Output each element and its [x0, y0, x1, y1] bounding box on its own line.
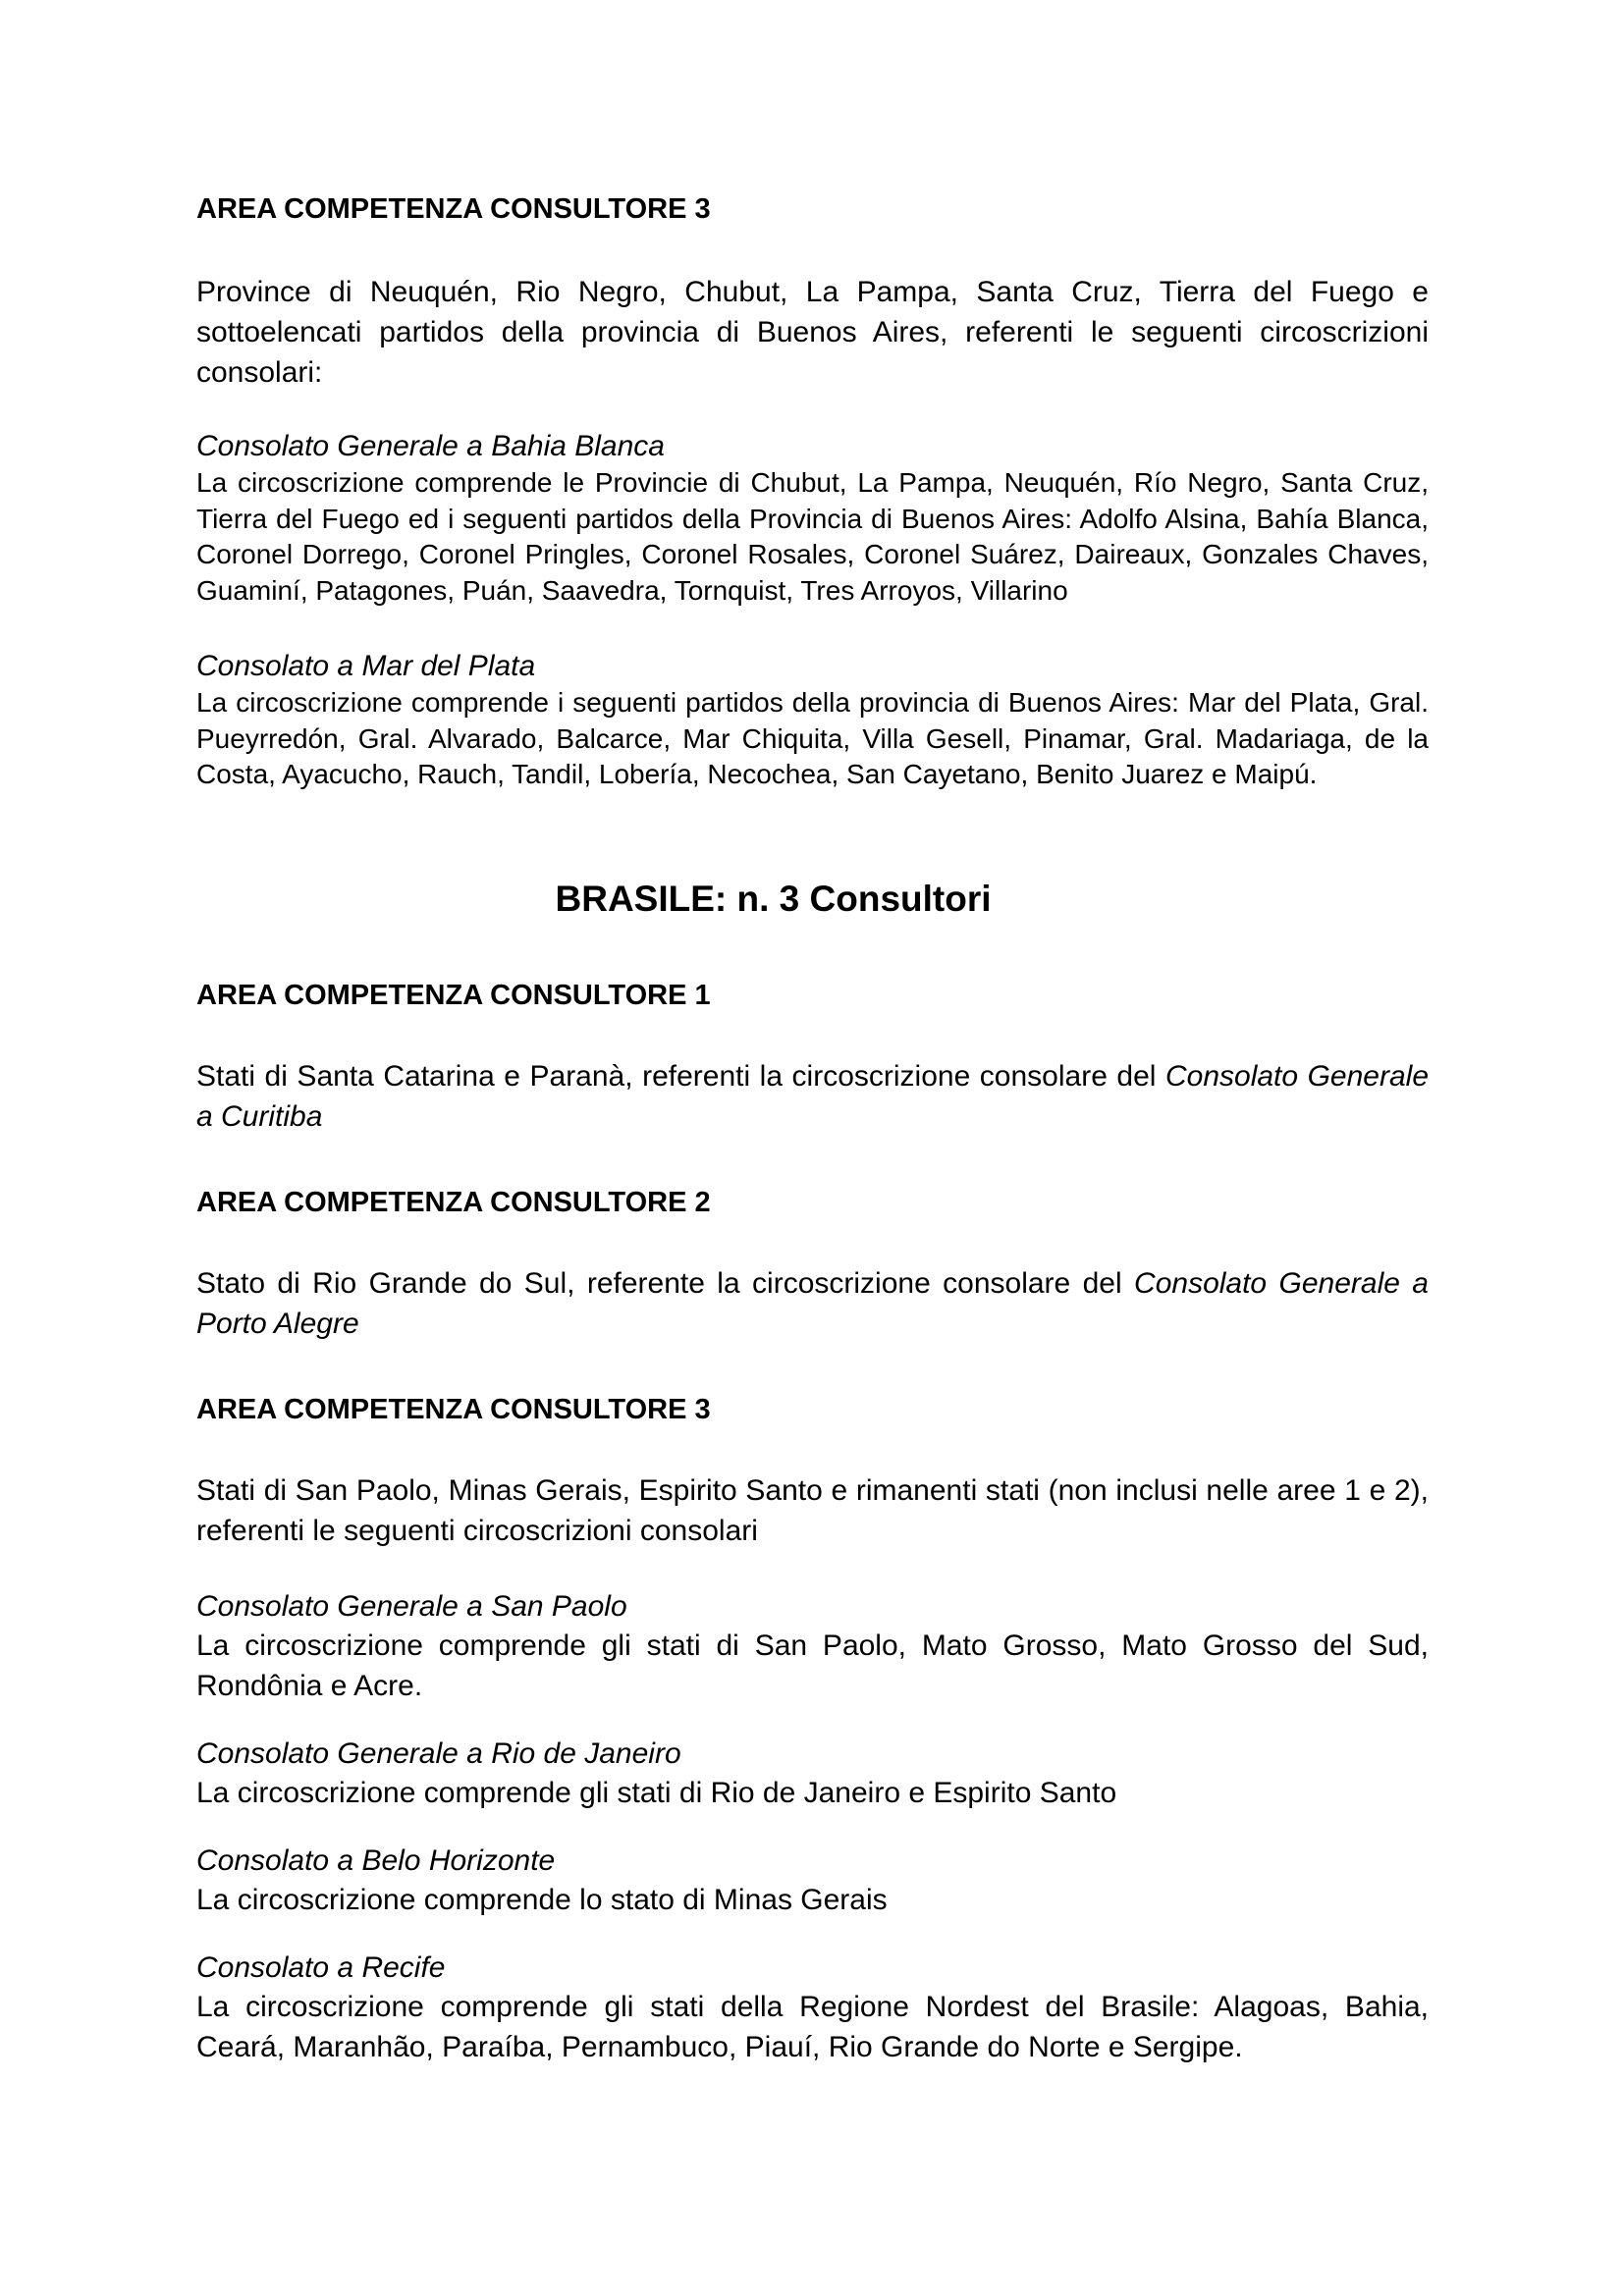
brasile-area2-consulate: Consolato Generale a Porto Alegre: [196, 1266, 1429, 1340]
consulate-name: Consolato a Recife: [196, 1950, 446, 1984]
brasile-area1-heading: AREA COMPETENZA CONSULTORE 1: [196, 979, 711, 1011]
consulate-name: Consolato a Mar del Plata: [196, 650, 536, 682]
argentina-area3-heading: AREA COMPETENZA CONSULTORE 3: [196, 193, 711, 225]
consulate-name: Consolato Generale a San Paolo: [196, 1589, 627, 1623]
document-page: [196, 191, 1429, 2067]
brasile-area1-body: Stati di Santa Catarina e Paranà, referenti la circoscrizione consolare del: [196, 1059, 1165, 1093]
consulate-text: La circoscrizione comprende gli stati di San Paolo, Mato Grosso, Mato Grosso del Sud, Rondônia e Acre.: [196, 1629, 1429, 1702]
consulate-name: Consolato a Belo Horizonte: [196, 1843, 556, 1877]
brasile-area2-body: Stato di Rio Grande do Sul, referente la circoscrizione consolare del: [196, 1266, 1135, 1300]
consulate-text: La circoscrizione comprende le Provincie di Chubut, La Pampa, Neuquén, Río Negro, Santa Cruz, Tierra del Fuego ed i seguenti partidos della Provincia di Buenos Aires: Adolfo Alsina, Bahía Blanca, Coronel Dorrego, Coronel Pringles, Coronel Rosales, Coronel Suárez, Daireaux, Gonzales Chaves, Guaminí, Patagones, Puán, Saavedra, Tornquist, Tres Arroyos, Villarino: [196, 467, 1429, 606]
consulate-name: Consolato Generale a Rio de Janeiro: [196, 1736, 681, 1770]
brasile-area3-heading: AREA COMPETENZA CONSULTORE 3: [196, 1393, 711, 1425]
consulate-text: La circoscrizione comprende i seguenti partidos della provincia di Buenos Aires: Mar del Plata, Gral. Pueyrredón, Gral. Alvarado, Balcarce, Mar Chiquita, Villa Gesell, Pinamar, Gral. Madariaga, de la Costa, Ayacucho, Rauch, Tandil, Lobería, Necochea, San Cayetano, Benito Juarez e Maipú.: [196, 687, 1429, 789]
consulate-text: La circoscrizione comprende gli stati della Regione Nordest del Brasile: Alagoas, Bahia, Ceará, Maranhão, Paraíba, Pernambuco, Piauí, Rio Grande do Norte e Sergipe.: [196, 1990, 1429, 2063]
brasile-area2-text: [196, 1263, 1429, 1344]
argentina-area3-intro: Province di Neuquén, Rio Negro, Chubut, La Pampa, Santa Cruz, Tierra del Fuego e sottoelencati partidos della provincia di Buenos Aires, referenti le seguenti circoscrizioni consolari:: [196, 276, 1429, 389]
consulate-text: La circoscrizione comprende lo stato di Minas Gerais: [196, 1883, 888, 1916]
consulate-name: Consolato Generale a Bahia Blanca: [196, 430, 665, 462]
brasile-area2-heading: AREA COMPETENZA CONSULTORE 2: [196, 1186, 711, 1218]
brasile-area3-intro: Stati di San Paolo, Minas Gerais, Espirito Santo e rimanenti stati (non inclusi nelle aree 1 e 2), referenti le seguenti circoscrizioni consolari: [196, 1473, 1429, 1547]
brasile-title: BRASILE: n. 3 Consultori: [555, 878, 992, 919]
consulate-text: La circoscrizione comprende gli stati di Rio de Janeiro e Espirito Santo: [196, 1776, 1117, 1809]
brasile-area1-consulate: Consolato Generale a Curitiba: [196, 1059, 1429, 1133]
brasile-area1-text: [196, 1056, 1429, 1137]
